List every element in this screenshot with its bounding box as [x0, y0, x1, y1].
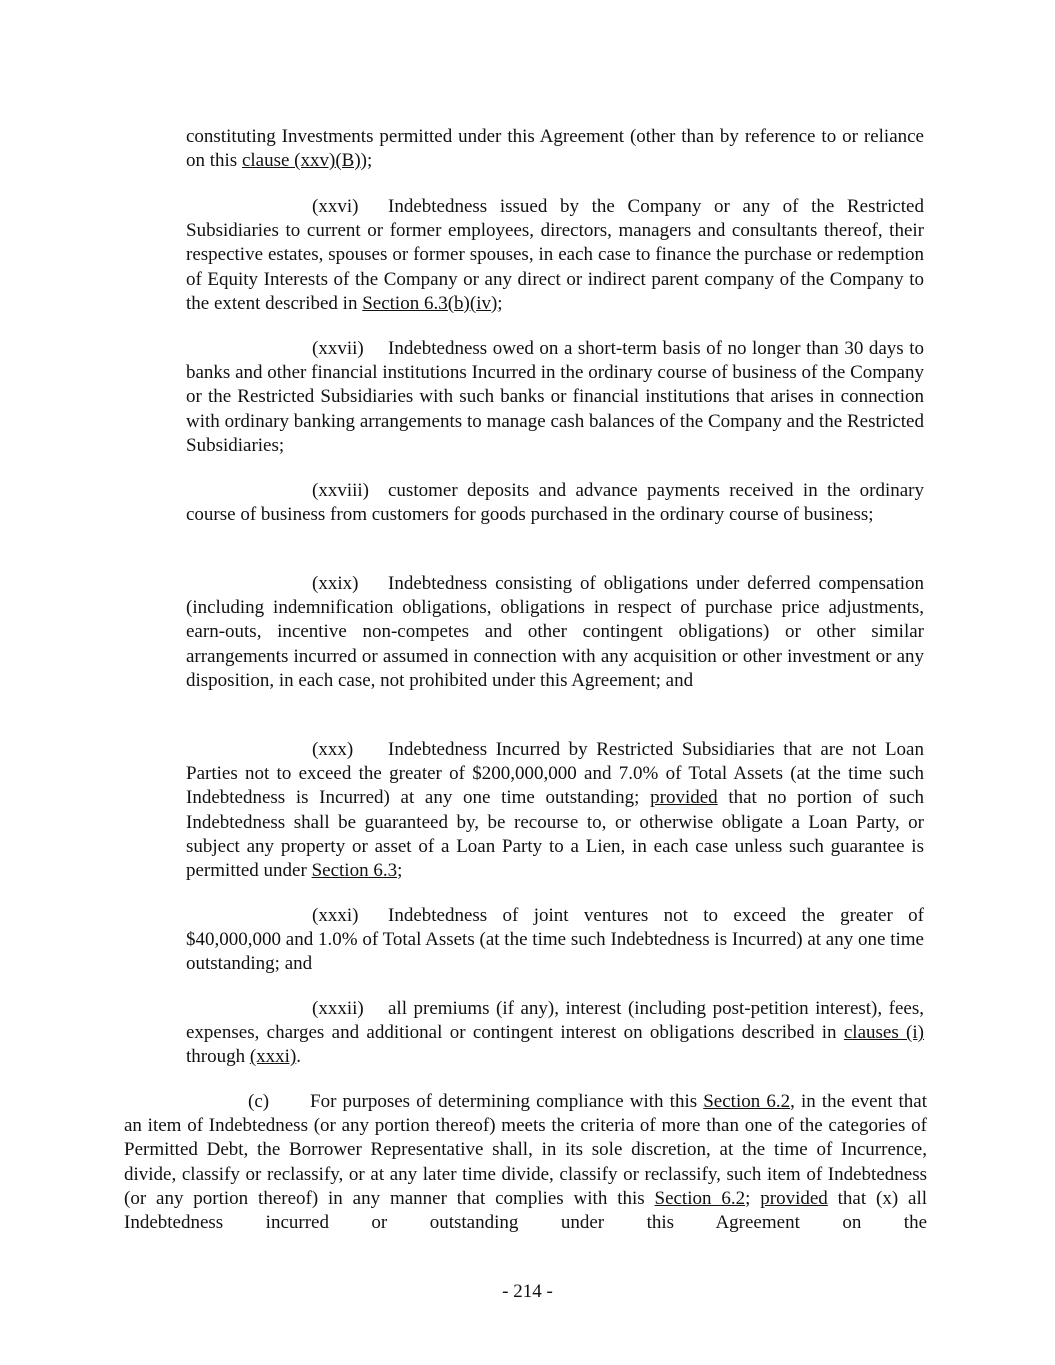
paragraph-number: (c) — [248, 1091, 270, 1112]
clause-text: Indebtedness owed on a short-term basis of no longer than 30 days to banks and other financial institutions Incurred in the ordinary course of business of the Company or the Restricted Subsidiaries with such banks or financial institutions that arises in connection with ordinary banking arrangements to manage cash balances of the Company and the Restricted Subsidiaries; — [186, 338, 924, 456]
paragraph-text: constituting Investments permitted under this Agreement (other than by reference to or reliance on this — [186, 126, 924, 172]
clause-xxvii — [186, 337, 924, 458]
clause-xxxii — [186, 997, 924, 1070]
clause-number: (xxx) — [312, 739, 354, 760]
clause-text: Indebtedness Incurred by Restricted Subsidiaries that are not Loan Parties not to exceed the greater of $200,000,000 and 7.0% of Total Assets (at the time such Indebtedness is Incurred) at any one time outstanding; — [186, 739, 924, 809]
paragraph-text: , in the event that an item of Indebtedness (or any portion thereof) meets the criteria of more than one of the categories of Permitted Debt, the Borrower Representative shall, in its sole discretion, at the time of Incurrence, divide, classify or reclassify, or at any later time divide, classify or reclassify, such item of Indebtedness (or any portion thereof) in any manner that complies with this — [124, 1091, 927, 1209]
cross-reference: Section 6.3(b)(iv) — [362, 292, 498, 314]
clause-text: through — [186, 1046, 250, 1068]
cross-reference: clause (xxv)(B) — [241, 150, 361, 172]
clause-xxx — [186, 738, 924, 883]
clause-number: (xxxii) — [312, 998, 364, 1019]
clause-text: that no portion of such Indebtedness shall be guaranteed by, be recourse to, or otherwise obligate a Loan Party, or subject any property or asset of a Loan Party to a Lien, in each case unless such guarantee is permitted under — [186, 787, 925, 882]
clause-text: Indebtedness consisting of obligations under deferred compensation (including indemnification obligations, obligations in respect of purchase price adjustments, earn-outs, incentive non-competes and other contingent obligations) or other similar arrangements incurred or assumed in connection with any acquisition or other investment or any disposition, in each case, not prohibited under this Agreement; and — [186, 573, 924, 691]
page-number: - 214 - — [502, 1281, 553, 1302]
paragraph-text: ); — [360, 150, 373, 172]
clause-text: ; — [397, 860, 403, 882]
clause-text: . — [296, 1046, 302, 1068]
clause-number: (xxix) — [312, 573, 359, 594]
clause-number: (xxviii) — [312, 480, 369, 501]
clause-number: (xxxi) — [312, 905, 359, 926]
clause-number: (xxvii) — [312, 338, 364, 359]
clause-text: Indebtedness of joint ventures not to exceed the greater of $40,000,000 and 1.0% of Total Assets (at the time such Indebtedness is Incurred) at any one time outstanding; and — [186, 905, 924, 975]
clause-text: all premiums (if any), interest (including post-petition interest), fees, expenses, charges and additional or contingent interest on obligations described in — [186, 998, 924, 1044]
clause-xxxi — [186, 904, 924, 977]
provided-term: provided — [650, 787, 718, 809]
paragraph-text: ; — [745, 1187, 761, 1209]
clause-xxvi — [186, 195, 924, 316]
clause-number: (xxvi) — [312, 196, 359, 217]
clause-text: Indebtedness issued by the Company or any of the Restricted Subsidiaries to current or former employees, directors, managers and consultants thereof, their respective estates, spouses or former spouses, in each case to finance the purchase or redemption of Equity Interests of the Company or any direct or indirect parent company of the Company to the extent described in — [186, 196, 924, 314]
cross-reference: Section 6.2 — [654, 1187, 746, 1209]
cross-reference: Section 6.2 — [703, 1091, 791, 1112]
paragraph-text: For purposes of determining compliance with this — [310, 1091, 704, 1112]
paragraph-c — [124, 1090, 927, 1235]
cross-reference: (xxxi) — [249, 1046, 297, 1068]
paragraph-text: that (x) all Indebtedness incurred or outstanding under this Agreement on the — [124, 1187, 927, 1234]
clause-xxix — [186, 572, 924, 693]
cross-reference: Section 6.3 — [311, 860, 398, 882]
paragraph-continuation — [186, 125, 924, 173]
clause-text: ; — [497, 292, 503, 314]
provided-term: provided — [760, 1187, 828, 1209]
clause-xxviii — [186, 479, 924, 527]
cross-reference: clauses (i) — [843, 1022, 924, 1044]
clause-text: customer deposits and advance payments received in the ordinary course of business from customers for goods purchased in the ordinary course of business; — [186, 480, 924, 526]
